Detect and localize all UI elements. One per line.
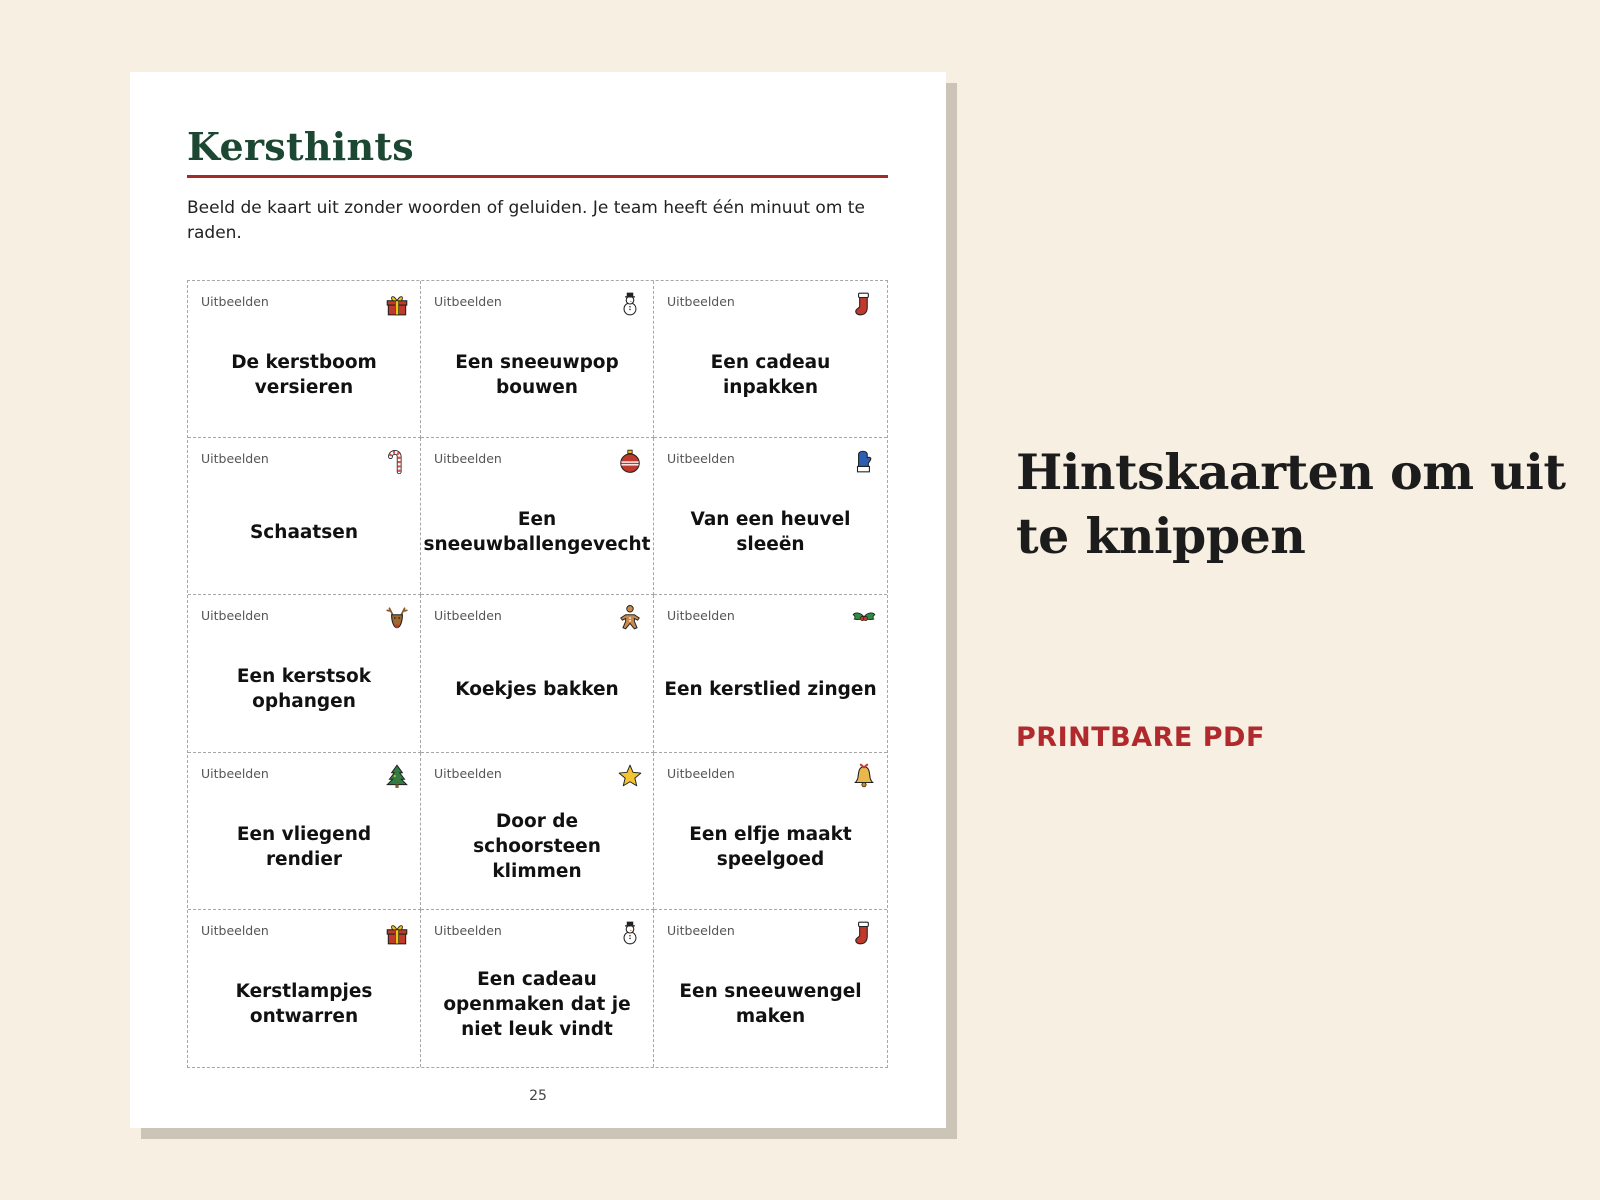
card-text: Een cadeau openmaken dat je niet leuk vindt — [443, 968, 631, 1040]
card-text: Een sneeuwpop bouwen — [455, 352, 619, 399]
card-text: Een kerstlied zingen — [664, 678, 877, 700]
hint-card — [654, 281, 887, 438]
card-text: Een kerstsok ophangen — [236, 666, 372, 713]
card-label: Uitbeelden — [667, 608, 735, 624]
card-label: Uitbeelden — [434, 451, 502, 467]
hint-card — [188, 281, 421, 438]
page-number: 25 — [529, 1088, 547, 1104]
ornament-icon — [617, 448, 643, 474]
hint-card — [421, 753, 654, 910]
hint-card — [421, 910, 654, 1067]
card-label: Uitbeelden — [667, 922, 735, 938]
gift-icon — [384, 920, 410, 946]
card-label: Uitbeelden — [201, 608, 269, 624]
hint-card — [654, 910, 887, 1067]
card-text: Kerstlampjes ontwarren — [235, 981, 373, 1028]
card-text: Een cadeau inpakken — [710, 352, 831, 399]
candy-cane-icon — [384, 448, 410, 474]
hint-card — [654, 438, 887, 595]
instructions-text: Beeld de kaart uit zonder woorden of geluiden. Je team heeft één minuut om te raden. — [187, 198, 865, 243]
star-icon — [617, 763, 643, 789]
promo-tagline: PRINTBARE PDF — [1016, 722, 1265, 753]
tree-icon — [384, 763, 410, 789]
reindeer-icon — [384, 605, 410, 631]
card-label: Uitbeelden — [667, 765, 735, 781]
card-label: Uitbeelden — [201, 451, 269, 467]
card-text: Een sneeuwengel maken — [679, 981, 862, 1028]
hint-card — [188, 910, 421, 1067]
card-text: Een vliegend rendier — [236, 823, 372, 870]
card-grid — [187, 280, 888, 1068]
card-label: Uitbeelden — [434, 922, 502, 938]
card-text: Door de schoorsteen klimmen — [473, 811, 601, 883]
title-divider — [187, 175, 888, 178]
hint-card — [421, 595, 654, 752]
card-text: Schaatsen — [249, 521, 358, 543]
card-text: De kerstboom versieren — [231, 352, 377, 399]
card-label: Uitbeelden — [434, 608, 502, 624]
bell-icon — [851, 763, 877, 789]
card-text: Van een heuvel sleeën — [690, 509, 851, 556]
card-label: Uitbeelden — [667, 451, 735, 467]
card-label: Uitbeelden — [667, 294, 735, 309]
stocking-icon — [851, 291, 877, 317]
card-label: Uitbeelden — [201, 294, 269, 309]
hint-card — [654, 753, 887, 910]
card-label: Uitbeelden — [201, 765, 269, 781]
card-label: Uitbeelden — [434, 294, 502, 309]
document-page — [130, 72, 946, 1128]
card-text: Een elfje maakt speelgoed — [689, 823, 852, 870]
snowman-icon — [617, 920, 643, 946]
gift-icon — [384, 291, 410, 317]
card-text: Koekjes bakken — [455, 678, 619, 700]
card-label: Uitbeelden — [434, 765, 502, 781]
stocking-icon — [851, 920, 877, 946]
card-label: Uitbeelden — [201, 922, 269, 938]
page-title: Kersthints — [187, 124, 414, 169]
hint-card — [188, 595, 421, 752]
snowman-icon — [617, 291, 643, 317]
holly-icon — [851, 605, 877, 631]
hint-card — [188, 753, 421, 910]
hint-card — [188, 438, 421, 595]
hint-card — [654, 595, 887, 752]
hint-card — [421, 281, 654, 438]
card-text: Een sneeuwballengevecht — [423, 509, 651, 556]
gingerbread-icon — [617, 605, 643, 631]
hint-card — [421, 438, 654, 595]
promo-headline: Hintskaarten om uit te knippen — [1016, 443, 1566, 565]
mitten-icon — [851, 448, 877, 474]
